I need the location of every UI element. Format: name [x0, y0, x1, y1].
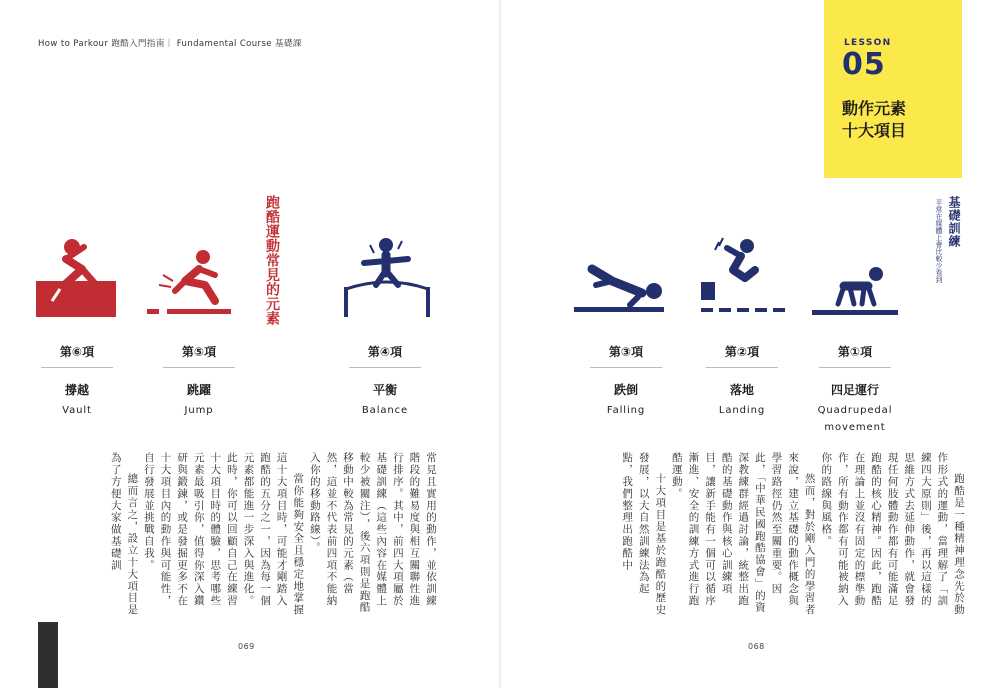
jump-icon [145, 245, 235, 320]
element-name-en: Falling [606, 405, 646, 416]
page-spine [498, 0, 502, 688]
section-vertical-title: 跑酷運動常見的元素 [264, 195, 280, 326]
element-name-zh: 平衡 [372, 383, 397, 397]
left-page-body [34, 452, 439, 618]
element-item-landing [692, 343, 792, 419]
side-subtitle: 平常在媒體上會比較少看到 [935, 199, 943, 283]
element-name-zh: 跌倒 [613, 383, 638, 397]
body-paragraph: 常見且實用的動作，並依訓練階段的難易度與相互關聯性進行排序。其中，前四大項屬於基礎訓練（這些內容在媒體上較少被關注），後六項則是跑酷移動中較為常見的元素（當然，這並不代表前四項不能納入你的移動路線）。 [308, 452, 437, 614]
running-header: How to Parkour 跑酷入門指南｜ Fundamental Course 基礎課 [38, 39, 302, 49]
balance-icon [340, 235, 435, 320]
element-name-zh: 落地 [729, 383, 754, 397]
landing-icon [697, 228, 792, 320]
falling-icon [572, 255, 667, 320]
element-name-zh: 撐越 [64, 383, 89, 397]
lesson-title-line-1: 動作元素 [842, 99, 907, 118]
element-item-vault [27, 343, 127, 419]
lesson-title [842, 98, 952, 142]
element-item-falling [576, 343, 676, 419]
body-paragraph: 總而言之，設立十大項目是為了方便大家做基礎訓 [109, 452, 139, 616]
element-name-en: Balance [361, 405, 409, 416]
element-name-en: Jump [184, 405, 214, 416]
body-paragraph: 跑酷是一種精神理念先於動作形式的運動，當理解了「訓練四大原則」後，再以這樣的思維方式去延伸動作，就會發現任何肢體動作都有可能滿足跑酷的核心精神。因此，跑酷在理論上並沒有固定的標準動作，所有動作都有可能被納入你的路線與風格。 [820, 452, 965, 616]
lesson-number: 05 [842, 47, 886, 82]
page-number-left: 069 [238, 642, 255, 651]
lesson-box [824, 0, 962, 178]
element-number: 第⑤項 [163, 343, 235, 368]
side-title: 基礎訓練 [947, 196, 961, 248]
quadrupedal-icon [810, 262, 900, 320]
element-item-balance [335, 343, 435, 419]
element-name-en: Quadrupedal movement [817, 405, 893, 433]
body-paragraph: 十大項目是基於跑酷的歷史發展，以大自然訓練法為起點，我們整理出跑酷中 [621, 452, 667, 616]
element-number: 第⑥項 [41, 343, 113, 368]
right-page-body [570, 452, 967, 618]
body-paragraph: 當你能夠安全且穩定地掌握這十大項目時，可能才剛踏入跑酷的五分之一，因為每一個元素都能進一步深入與進化。此時，你可以回顧自己在練習十大項目時的體驗，思考哪些元素最吸引你，值得你深入鑽研與鍛鍊，或是發掘更多不在十大項目內的動作與可能性，自行發展並挑戰自我。 [142, 452, 305, 616]
element-number: 第④項 [349, 343, 421, 368]
lesson-title-line-2: 十大項目 [842, 121, 907, 140]
element-number: 第②項 [706, 343, 778, 368]
element-name-en: Landing [718, 405, 766, 416]
chapter-tab [38, 622, 58, 688]
page-number-right: 068 [748, 642, 765, 651]
element-item-jump [149, 343, 249, 419]
body-paragraph: 然而，對於剛入門的學習者來說，建立基礎的動作概念與學習路徑仍然至關重要。因此，「中華民國跑酷協會」的資深教練群經過討論，統整出跑酷的基礎動作與核心訓練項目，讓新手能有一個可以循序漸進、安全的訓練方式進行跑酷運動。 [670, 452, 816, 616]
vault-icon [30, 225, 120, 320]
element-number: 第③項 [590, 343, 662, 368]
lesson-label: LESSON [844, 38, 892, 48]
element-number: 第①項 [819, 343, 891, 368]
element-name-en: Vault [62, 405, 92, 416]
element-item-quadrupedal [805, 343, 905, 436]
element-name-zh: 跳躍 [186, 383, 211, 397]
element-name-zh: 四足運行 [830, 383, 879, 397]
